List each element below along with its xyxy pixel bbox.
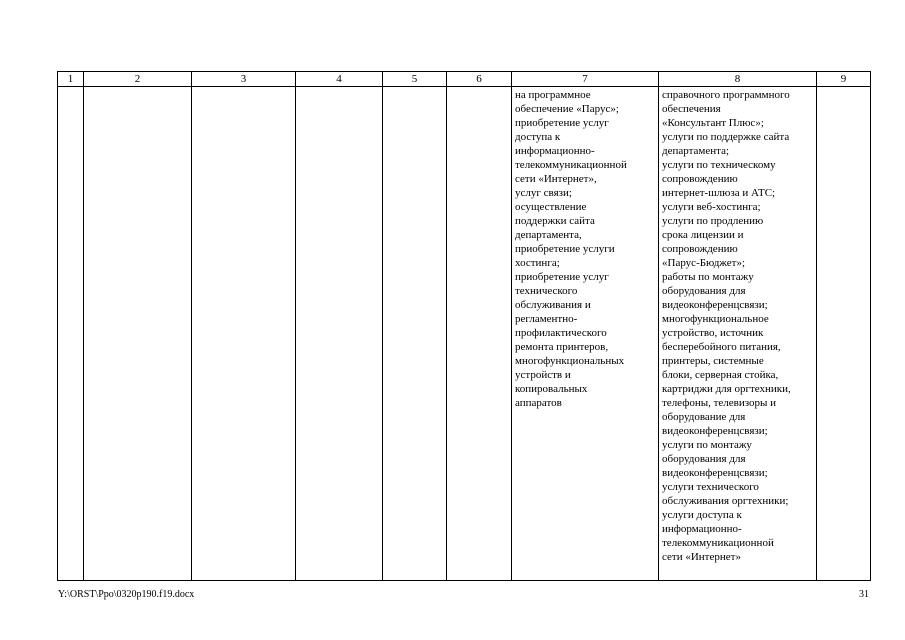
col7-text-line: аппаратов	[515, 397, 562, 409]
col7-text-line: устройств и	[515, 369, 571, 381]
column-header-6: 6	[447, 72, 512, 87]
column-header-1: 1	[58, 72, 84, 87]
col7-text-line: департамента,	[515, 229, 582, 241]
col8-text-line: телекоммуникационной	[662, 537, 774, 549]
cell-col-5	[383, 87, 447, 581]
col7-text-line: доступа к	[515, 131, 561, 143]
column-header-2: 2	[84, 72, 192, 87]
cell-col-8-text	[659, 87, 816, 564]
table-row	[58, 87, 871, 581]
col8-text-line: «Парус-Бюджет»;	[662, 257, 745, 269]
column-header-4: 4	[296, 72, 383, 87]
col7-text-line: приобретение услуг	[515, 271, 609, 283]
col7-text-line: поддержки сайта	[515, 215, 595, 227]
col8-text-line: услуги по техническому	[662, 159, 776, 171]
col8-text-line: видеоконференцсвязи;	[662, 299, 768, 311]
col8-text-line: интернет-шлюза и АТС;	[662, 187, 776, 199]
col8-text-line: оборудование для	[662, 411, 746, 423]
cell-col-2	[84, 87, 192, 581]
footer-file-path: Y:\ORST\Ppo\0320p190.f19.docx	[58, 589, 195, 600]
cell-col-7-text	[512, 87, 658, 410]
col7-text-line: осуществление	[515, 201, 587, 213]
col7-text-line: регламентно-	[515, 313, 578, 325]
col8-text-line: услуги по продлению	[662, 215, 764, 227]
col7-text-line: технического	[515, 285, 578, 297]
col8-text-line: видеоконференцсвязи;	[662, 425, 768, 437]
col8-text-line: блоки, серверная стойка,	[662, 369, 779, 381]
cell-col-8	[659, 87, 817, 581]
col8-text-line: услуги по поддержке сайта	[662, 131, 790, 143]
column-header-9: 9	[817, 72, 871, 87]
cell-col-9	[817, 87, 871, 581]
col8-text-line: бесперебойного питания,	[662, 341, 781, 353]
col8-text-line: информационно-	[662, 523, 742, 535]
col8-text-line: видеоконференцсвязи;	[662, 467, 768, 479]
col7-text-line: ремонта принтеров,	[515, 341, 609, 353]
col8-text-line: работы по монтажу	[662, 271, 754, 283]
header-row	[58, 72, 871, 87]
col8-text-line: «Консультант Плюс»;	[662, 117, 764, 129]
col8-text-line: устройство, источник	[662, 327, 764, 339]
col7-text-line: услуг связи;	[515, 187, 572, 199]
col7-text-line: приобретение услуг	[515, 117, 609, 129]
col8-text-line: оборудования для	[662, 453, 746, 465]
col8-text-line: картриджи для оргтехники,	[662, 383, 791, 395]
col8-text-line: срока лицензии и	[662, 229, 744, 241]
cell-col-3	[192, 87, 296, 581]
col7-text-line: хостинга;	[515, 257, 560, 269]
col8-text-line: услуги по монтажу	[662, 439, 752, 451]
col7-text-line: копировальных	[515, 383, 588, 395]
col8-text-line: сопровождению	[662, 243, 738, 255]
col7-text-line: профилактического	[515, 327, 607, 339]
page-number: 31	[859, 589, 869, 600]
col8-text-line: департамента;	[662, 145, 730, 157]
col7-text-line: на программное	[515, 89, 591, 101]
cell-col-1	[58, 87, 84, 581]
column-header-5: 5	[383, 72, 447, 87]
cell-col-4	[296, 87, 383, 581]
col7-text-line: многофункциональных	[515, 355, 625, 367]
col8-text-line: обеспечения	[662, 103, 721, 115]
document-table	[57, 71, 871, 581]
col7-text-line: обеспечение «Парус»;	[515, 103, 619, 115]
col8-text-line: справочного программного	[662, 89, 790, 101]
col7-text-line: телекоммуникационной	[515, 159, 627, 171]
col7-text-line: обслуживания и	[515, 299, 591, 311]
col8-text-line: сопровождению	[662, 173, 738, 185]
column-header-8: 8	[659, 72, 817, 87]
col7-text-line: информационно-	[515, 145, 595, 157]
col8-text-line: многофункциональное	[662, 313, 769, 325]
col7-text-line: приобретение услуги	[515, 243, 615, 255]
col8-text-line: сети «Интернет»	[662, 551, 741, 563]
column-header-3: 3	[192, 72, 296, 87]
column-header-7: 7	[512, 72, 659, 87]
col8-text-line: телефоны, телевизоры и	[662, 397, 777, 409]
col8-text-line: услуги технического	[662, 481, 759, 493]
cell-col-6	[447, 87, 512, 581]
col8-text-line: принтеры, системные	[662, 355, 764, 367]
col8-text-line: обслуживания оргтехники;	[662, 495, 789, 507]
col8-text-line: оборудования для	[662, 285, 746, 297]
col8-text-line: услуги доступа к	[662, 509, 742, 521]
cell-col-7	[512, 87, 659, 581]
col8-text-line: услуги веб-хостинга;	[662, 201, 761, 213]
col7-text-line: сети «Интернет»,	[515, 173, 597, 185]
